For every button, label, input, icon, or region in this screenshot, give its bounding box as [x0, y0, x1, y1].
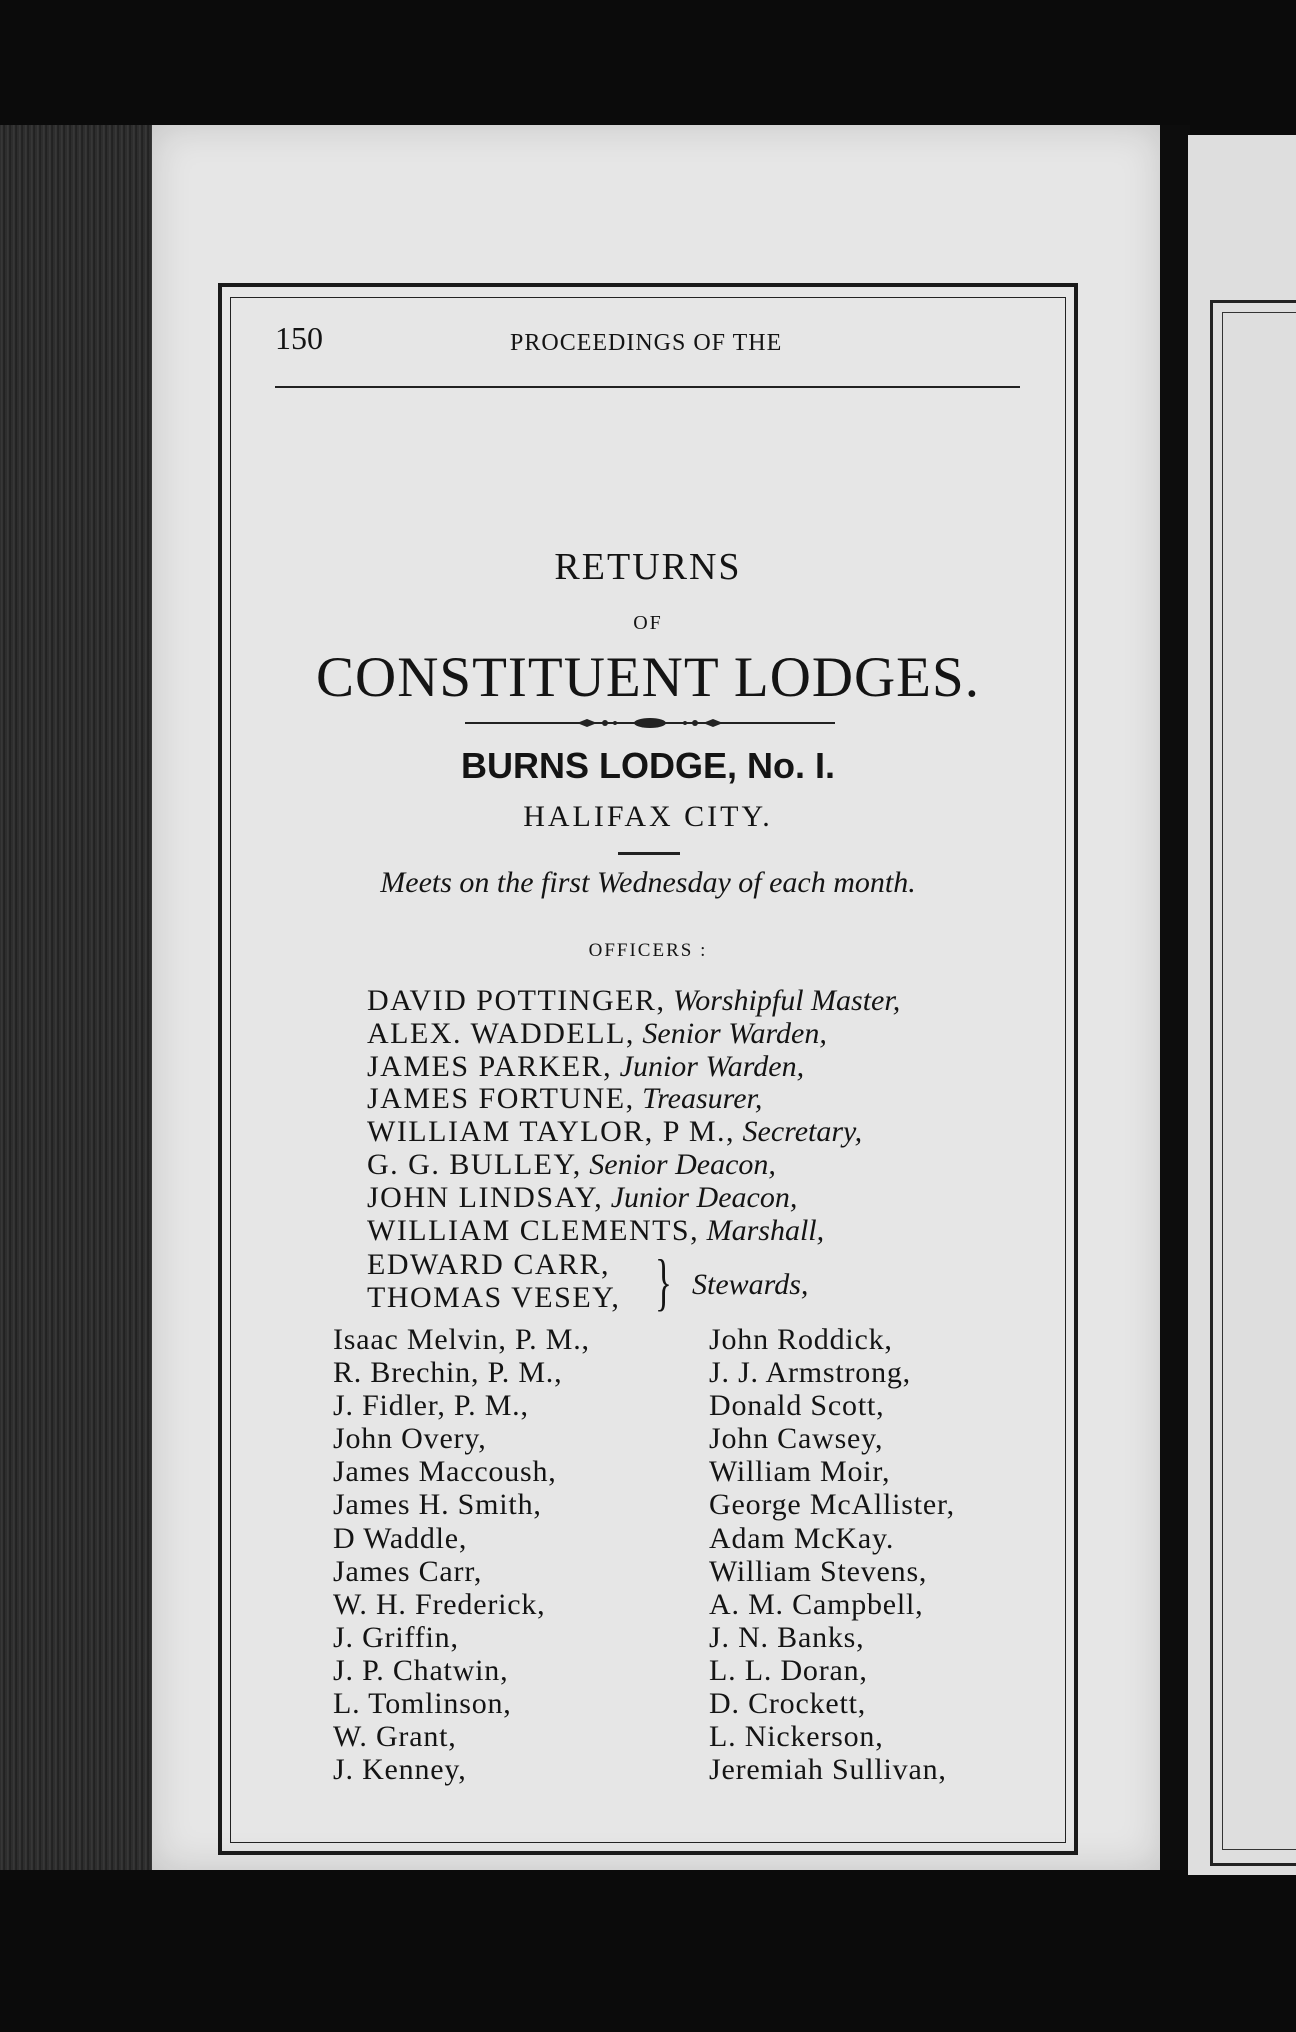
member-name: D. Crockett, — [709, 1687, 867, 1721]
member-name: James H. Smith, — [333, 1488, 542, 1522]
facing-page-border-inner — [1222, 312, 1296, 1850]
officer-name: JOHN LINDSAY, — [367, 1180, 604, 1214]
member-name: James Carr, — [333, 1554, 483, 1588]
member-name: J. N. Banks, — [709, 1620, 865, 1654]
officer-entry — [367, 985, 900, 1018]
members-column-right — [709, 1323, 955, 1786]
member-name: D Waddle, — [333, 1521, 468, 1555]
short-rule — [618, 852, 680, 855]
member-name: W. H. Frederick, — [333, 1587, 546, 1621]
member-name: William Stevens, — [709, 1554, 928, 1588]
book-gutter — [1160, 125, 1190, 1870]
member-name: L. L. Doran, — [709, 1653, 868, 1687]
officer-name: WILLIAM CLEMENTS, — [367, 1213, 700, 1247]
member-name: John Roddick, — [709, 1323, 893, 1356]
officer-entry — [367, 1116, 900, 1149]
member-name: Donald Scott, — [709, 1389, 885, 1423]
stewards-role: Stewards, — [692, 1268, 809, 1301]
officer-role: Worshipful Master, — [672, 984, 901, 1017]
officer-role: Treasurer, — [642, 1082, 763, 1116]
officer-role: Senior Deacon, — [589, 1147, 776, 1181]
officer-entry — [367, 1182, 900, 1215]
officer-name: ALEX. WADDELL, — [367, 1016, 635, 1050]
title-returns: RETURNS — [554, 546, 742, 588]
member-name: Jeremiah Sullivan, — [709, 1753, 947, 1787]
member-name: Adam McKay. — [709, 1521, 895, 1555]
lodge-city: HALIFAX CITY. — [523, 800, 773, 833]
member-name: William Moir, — [709, 1455, 891, 1489]
officers-list — [367, 985, 900, 1247]
officer-name: JAMES PARKER, — [367, 1049, 613, 1083]
member-name: J. P. Chatwin, — [333, 1653, 509, 1687]
officer-entry — [367, 1083, 900, 1116]
member-name: J. Fidler, P. M., — [333, 1389, 529, 1423]
member-name: J. Kenney, — [333, 1753, 467, 1787]
member-name: John Overy, — [333, 1422, 487, 1456]
officer-role: Junior Warden, — [619, 1049, 805, 1083]
member-name: A. M. Campbell, — [709, 1587, 924, 1621]
officer-name: DAVID POTTINGER, — [367, 984, 666, 1017]
member-name: John Cawsey, — [709, 1422, 884, 1456]
stewards-names — [367, 1249, 620, 1315]
officer-entry — [367, 1149, 900, 1182]
header-rule — [275, 386, 1020, 388]
curly-brace: } — [655, 1246, 672, 1317]
member-name: L. Nickerson, — [709, 1720, 884, 1754]
steward-name: EDWARD CARR, — [367, 1248, 611, 1281]
member-name: W. Grant, — [333, 1720, 457, 1754]
member-name: Isaac Melvin, P. M., — [333, 1323, 590, 1356]
member-name: J. J. Armstrong, — [709, 1356, 911, 1390]
officer-role: Senior Warden, — [642, 1016, 827, 1050]
officer-role: Marshall, — [706, 1213, 825, 1247]
title-constituent-lodges: CONSTITUENT LODGES. — [316, 646, 980, 709]
officers-heading: OFFICERS : — [588, 940, 708, 961]
members-column-left — [333, 1323, 590, 1786]
officer-name: G. G. BULLEY, — [367, 1147, 582, 1181]
steward-name: THOMAS VESEY, — [367, 1280, 621, 1314]
member-name: J. Griffin, — [333, 1620, 459, 1654]
member-name: James Maccoush, — [333, 1455, 557, 1489]
officer-name: JAMES FORTUNE, — [367, 1082, 635, 1116]
lodge-name: BURNS LODGE, No. I. — [460, 745, 835, 786]
member-name: George McAllister, — [709, 1488, 955, 1522]
officer-entry — [367, 1215, 900, 1248]
officer-name: WILLIAM TAYLOR, P M., — [367, 1115, 735, 1149]
running-head: PROCEEDINGS OF THE — [510, 330, 783, 356]
officer-role: Junior Deacon, — [610, 1180, 798, 1214]
book-page-edges — [0, 125, 155, 1870]
page-number: 150 — [275, 320, 323, 356]
officer-role: Secretary, — [742, 1115, 863, 1149]
title-of: OF — [633, 612, 663, 634]
officer-entry — [367, 1051, 900, 1084]
member-name: L. Tomlinson, — [333, 1687, 512, 1721]
meeting-schedule: Meets on the first Wednesday of each month. — [380, 866, 916, 899]
member-name: R. Brechin, P. M., — [333, 1356, 563, 1390]
ornamental-rule — [465, 716, 835, 730]
officer-entry — [367, 1018, 900, 1051]
